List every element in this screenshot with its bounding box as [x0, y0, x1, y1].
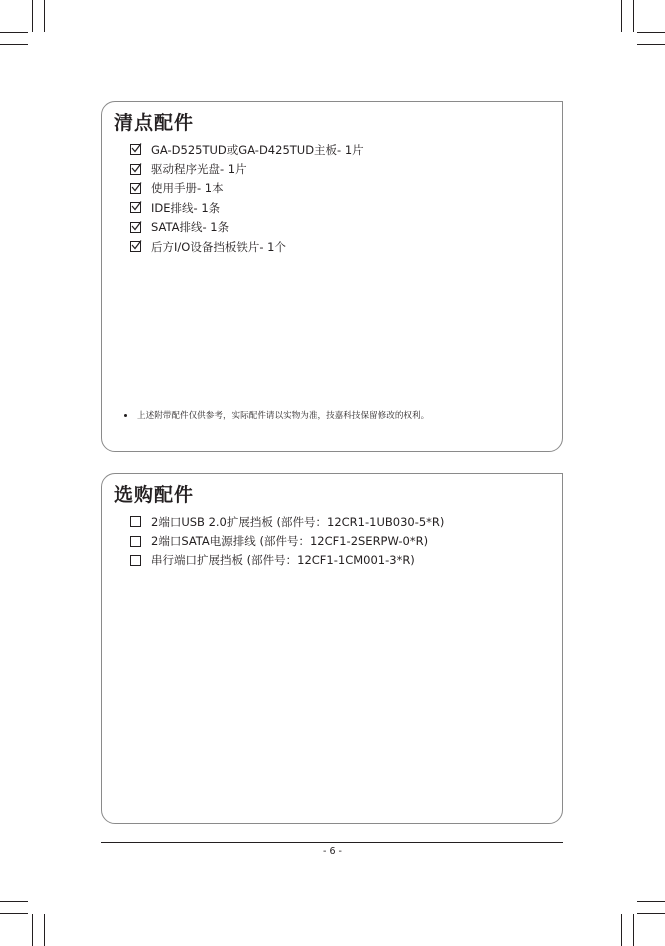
- list-item-label: 2端口SATA电源排线 (部件号：12CF1-2SERPW-0*R): [151, 534, 429, 549]
- list-item: [130, 140, 364, 159]
- crop-mark: [637, 32, 665, 33]
- list-item: [130, 551, 444, 570]
- checked-box-icon: [130, 144, 141, 155]
- checked-box-icon: [130, 164, 141, 175]
- crop-mark: [44, 914, 45, 946]
- list-item: [130, 237, 364, 256]
- crop-mark: [633, 914, 634, 946]
- crop-mark: [633, 0, 634, 32]
- bullet-icon: [124, 414, 127, 417]
- included-accessories-list: [130, 140, 364, 256]
- list-item-label: 串行端口扩展挡板 (部件号：12CF1-1CM001-3*R): [151, 553, 415, 568]
- crop-mark: [0, 913, 28, 914]
- crop-mark: [621, 0, 622, 32]
- crop-mark: [32, 0, 33, 32]
- list-item-label: GA-D525TUD或GA-D425TUD主板- 1片: [151, 142, 364, 157]
- footer-divider: [101, 842, 563, 843]
- list-item-label: IDE排线- 1条: [151, 200, 221, 215]
- list-item-label: 驱动程序光盘- 1片: [151, 162, 247, 177]
- empty-box-icon: [130, 555, 141, 566]
- list-item-label: 后方I/O设备挡板铁片- 1个: [151, 239, 286, 254]
- optional-accessories-list: [130, 512, 444, 570]
- list-item: [130, 198, 364, 217]
- checked-box-icon: [130, 241, 141, 252]
- empty-box-icon: [130, 536, 141, 547]
- list-item: [130, 218, 364, 237]
- checked-box-icon: [130, 183, 141, 194]
- disclaimer-note: [124, 409, 429, 421]
- list-item-label: 使用手册- 1本: [151, 181, 224, 196]
- optional-accessories-panel: [101, 473, 563, 824]
- list-item: [130, 179, 364, 198]
- checked-box-icon: [130, 202, 141, 213]
- list-item-label: SATA排线- 1条: [151, 220, 230, 235]
- included-accessories-title: 清点配件: [114, 112, 195, 134]
- empty-box-icon: [130, 516, 141, 527]
- crop-mark: [637, 901, 665, 902]
- crop-mark: [637, 913, 665, 914]
- checked-box-icon: [130, 222, 141, 233]
- crop-mark: [44, 0, 45, 32]
- crop-mark: [0, 32, 28, 33]
- crop-mark: [621, 914, 622, 946]
- list-item: [130, 531, 444, 550]
- list-item-label: 2端口USB 2.0扩展挡板 (部件号：12CR1-1UB030-5*R): [151, 514, 445, 529]
- crop-mark: [637, 44, 665, 45]
- crop-mark: [0, 44, 28, 45]
- disclaimer-text: 上述附带配件仅供参考，实际配件请以实物为准，技嘉科技保留修改的权利。: [137, 411, 430, 421]
- list-item: [130, 159, 364, 178]
- optional-accessories-title: 选购配件: [114, 484, 195, 506]
- list-item: [130, 512, 444, 531]
- page-number: - 6 -: [323, 846, 342, 857]
- crop-mark: [0, 901, 28, 902]
- crop-mark: [32, 914, 33, 946]
- included-accessories-panel: [101, 101, 563, 452]
